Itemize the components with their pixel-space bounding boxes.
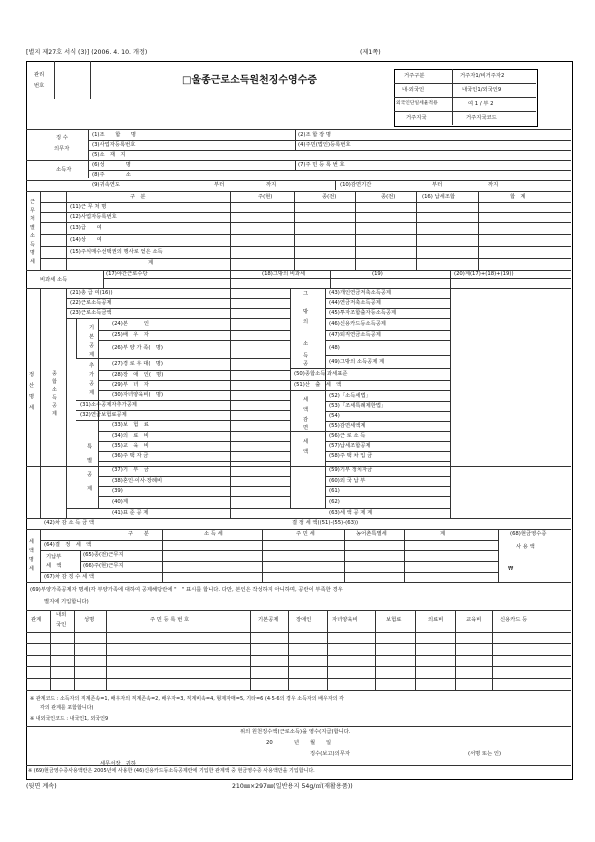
other-deduction-group-6: 공 bbox=[303, 361, 309, 367]
row-workplace[interactable]: (11)근 무 처 명 bbox=[70, 204, 107, 210]
tax-reduction-label-4: 면 bbox=[303, 425, 309, 431]
event-expense-deduction[interactable]: (38)혼인·이사·장례비 bbox=[112, 478, 163, 484]
nationality-value[interactable]: 내국인1/외국인9 bbox=[462, 87, 502, 93]
special-deduction-label: 특별공제 bbox=[87, 444, 93, 492]
earned-income-credit[interactable]: (56)근 로 소 득 bbox=[329, 433, 366, 439]
form-reference: [별지 제27호 서식 (3)] (2006. 4. 10. 개정) bbox=[26, 49, 148, 56]
housing-loan-credit[interactable]: (58)주 택 차 입 금 bbox=[329, 453, 373, 459]
other-deduction-group-2: 밖 bbox=[303, 309, 309, 315]
dep-col-nationality: 내외 bbox=[56, 612, 67, 618]
insurance-deduction[interactable]: (33)보 험 료 bbox=[112, 422, 149, 428]
settlement-side-label: 정산명세 bbox=[29, 372, 35, 411]
mgmt-label: 관리 bbox=[34, 72, 45, 78]
row-subtotal: 계 bbox=[148, 260, 154, 266]
retirement-pension-deduction[interactable]: (47)퇴직연금소득공제 bbox=[329, 332, 381, 338]
nontax-19: (19) bbox=[372, 271, 383, 277]
determined-tax[interactable]: 결 정 세 액((51)-(55)-(63)) bbox=[292, 520, 359, 526]
dep-col-medical: 의료비 bbox=[428, 617, 444, 623]
cash-receipt-note: ※ (69)현금영수증사용액란은 2005년에 사용한 (46)신용카드등소득공제란에 기입한 관계액 중 현금영수증 사용액만을 기입합니다. bbox=[28, 768, 315, 774]
standard-deduction[interactable]: (41)표 준 공 제 bbox=[112, 510, 149, 516]
residence-country-code-label: 거주지국코드 bbox=[466, 115, 497, 121]
special-deduction-total[interactable]: (40)계 bbox=[112, 499, 128, 505]
flat-rate-label: 외국인단일세율적용 bbox=[396, 101, 438, 106]
dep-col-name: 성명 bbox=[84, 617, 95, 623]
period-to-2: 까지 bbox=[488, 182, 499, 188]
tax-col-resident: 주 민 세 bbox=[296, 531, 315, 537]
row-salary[interactable]: (13)급 여 bbox=[70, 225, 102, 231]
other-deduction-group-5: 득 bbox=[303, 353, 309, 359]
earner-name-field[interactable]: (6)성 명 bbox=[92, 162, 131, 168]
determined-tax-row[interactable]: (64)결 정 세 액 bbox=[44, 542, 92, 548]
business-reg-field[interactable]: (3)사업자등록번호 bbox=[92, 142, 136, 148]
cash-receipt-label: (68)현금영수증 bbox=[510, 531, 547, 537]
receipt-month-label: 월 bbox=[310, 740, 316, 746]
foreign-tax-credit[interactable]: (60)외 국 납 부 bbox=[329, 478, 366, 484]
tax-credit-label-1: 세 bbox=[303, 439, 309, 445]
tax-office-addressee: 세무서장 귀하 bbox=[100, 761, 136, 767]
dependents-note: (69)부양가족공제자 명세(각 부양가족에 대하여 공제해당란에 " " 표시를 합니다. 다만, 본인은 작성하지 아니하며, 공란이 부족한 경우 bbox=[30, 587, 343, 593]
nontax-other: (18)그밖의 비과세 bbox=[262, 271, 306, 277]
tax-reduction-label-1: 세 bbox=[303, 397, 309, 403]
other-deduction-total[interactable]: (49)그밖의 소득공제 계 bbox=[329, 359, 385, 365]
personal-pension-deduction[interactable]: (43)개인연금저축소득공제 bbox=[329, 290, 392, 296]
dependents-note-2: 별지에 기입합니다) bbox=[44, 599, 89, 605]
mgmt-label-2: 번호 bbox=[34, 83, 45, 89]
gross-pay[interactable]: (21)총 급 여(16)) bbox=[70, 290, 113, 296]
dep-col-insurance: 보험료 bbox=[386, 617, 402, 623]
tax-reduction-label-2: 액 bbox=[303, 407, 309, 413]
earner-id-field[interactable]: (7)주 민 등 록 번 호 bbox=[298, 162, 345, 168]
current-workplace-tax[interactable]: (66)주(현)근무지 bbox=[83, 563, 124, 569]
medical-deduction[interactable]: (34)의 료 비 bbox=[112, 433, 149, 439]
col-total: 합 계 bbox=[510, 194, 526, 200]
female-deduction[interactable]: (29)부 녀 자 bbox=[112, 382, 149, 388]
credit-total[interactable]: (63)세 액 공 제 계 bbox=[329, 510, 373, 516]
spouse-deduction[interactable]: (25)배 우 자 bbox=[112, 332, 149, 338]
withholding-tax-row[interactable]: (67)차 감 징 수 세 액 bbox=[44, 574, 94, 580]
row-business-reg[interactable]: (12)사업자등록번호 bbox=[70, 214, 117, 220]
basic-deduction-label: 기본공제 bbox=[89, 325, 95, 358]
housing-deduction[interactable]: (36)주 택 자 금 bbox=[112, 453, 149, 459]
tax-col-total: 계 bbox=[440, 531, 446, 537]
net-income-amount[interactable]: (42)차 감 소 득 금 액 bbox=[44, 520, 94, 526]
col-previous-2: 종(전) bbox=[381, 194, 396, 200]
other-deduction-group-3: 의 bbox=[303, 319, 309, 325]
employment-side-label: 근무처별소득명세 bbox=[30, 199, 35, 265]
page-number: (제1쪽) bbox=[360, 49, 381, 56]
child-care-deduction[interactable]: (30)자녀양육비( 명) bbox=[112, 392, 164, 398]
prepaid-label-2: 세 액 bbox=[46, 563, 62, 569]
credit-card-deduction[interactable]: (46)신용카드등소득공제 bbox=[329, 321, 386, 327]
disabled-deduction[interactable]: (28)장 애 인( 명) bbox=[112, 372, 164, 378]
dep-col-nationality-2: 국인 bbox=[56, 622, 67, 628]
payer-group-label-2: 의무자 bbox=[54, 146, 70, 152]
dep-col-credit-card: 신용카드 등 bbox=[500, 617, 528, 623]
dep-col-childcare: 자녀양육비 bbox=[332, 617, 358, 623]
dep-col-id: 주 민 등 록 번 호 bbox=[150, 617, 190, 623]
flat-rate-value[interactable]: 여 1 / 부 2 bbox=[468, 101, 494, 107]
earned-income-amount[interactable]: (23)근로소득금액 bbox=[70, 310, 112, 316]
tax-detail-side-label: 세액명세 bbox=[29, 539, 34, 572]
attribution-year-field[interactable]: (9)귀속연도 bbox=[92, 182, 120, 188]
dep-col-education: 교육비 bbox=[466, 617, 482, 623]
nontax-total: (20)계(17)+(18)+(19)) bbox=[454, 271, 514, 277]
tax-reduction-label-3: 감 bbox=[303, 417, 309, 423]
elderly-deduction[interactable]: (27)경 로 우 대( 명) bbox=[112, 361, 163, 367]
additional-deduction-label: 추가공제 bbox=[89, 363, 95, 396]
dep-col-relation: 관계 bbox=[31, 617, 42, 623]
col-previous-1: 종(전) bbox=[322, 194, 337, 200]
employment-col-label: 구 분 bbox=[130, 194, 146, 200]
nationality-label: 내·외국인 bbox=[402, 87, 425, 93]
col-current: 주(현) bbox=[258, 194, 273, 200]
credit-62[interactable]: (62) bbox=[329, 499, 340, 505]
receipt-year[interactable]: 20 bbox=[266, 740, 273, 746]
tax-col-income: 소 득 세 bbox=[204, 531, 223, 537]
period-from-2: 부터 bbox=[432, 182, 443, 188]
special-tax-act-reduction[interactable]: (53)「조세특례제한법」 bbox=[329, 403, 387, 409]
deduction-48[interactable]: (48) bbox=[329, 345, 340, 351]
education-deduction[interactable]: (35)교 육 비 bbox=[112, 443, 149, 449]
dep-col-basic: 기본공제 bbox=[258, 617, 279, 623]
row-stock-option[interactable]: (15)주식매수선택권의 행사로 얻은 소득 bbox=[70, 249, 163, 255]
comprehensive-deduction-label: 종합소득공제 bbox=[52, 371, 57, 417]
tax-base[interactable]: (50)종합소득 과세표준 bbox=[294, 371, 348, 377]
period-to-1: 까지 bbox=[266, 182, 277, 188]
union-head-field[interactable]: (2)조 합 장 명 bbox=[298, 132, 332, 138]
tax-credit-label-2: 액 bbox=[303, 449, 309, 455]
earned-income-deduction[interactable]: (22)근로소득공제 bbox=[70, 300, 112, 306]
cash-receipt-label-2: 사 용 액 bbox=[516, 544, 535, 550]
pension-deduction[interactable]: (32)연금보험료공제 bbox=[80, 412, 127, 418]
union-name-field[interactable]: (1)조 합 명 bbox=[92, 132, 137, 138]
dependents-deduction[interactable]: (26)부 양 가 족( 명) bbox=[112, 345, 163, 351]
dep-col-disabled: 장애인 bbox=[296, 617, 312, 623]
continued-note: (뒷면 계속) bbox=[26, 783, 57, 790]
earner-address-field[interactable]: (8)주 소 bbox=[92, 172, 131, 178]
reduction-total[interactable]: (55)감면세액계 bbox=[329, 423, 366, 429]
investment-deduction[interactable]: (45)투자조합출자등소득공제 bbox=[329, 310, 397, 316]
nontax-label: 비과세 소득 bbox=[40, 277, 68, 283]
other-deduction-group-4: 소 bbox=[303, 341, 309, 347]
receipt-day-label: 일 bbox=[326, 740, 332, 746]
earner-group-label: 소득자 bbox=[56, 167, 72, 173]
payer-group-label: 징 수 bbox=[56, 135, 68, 141]
resident-type-label: 거주구분 bbox=[404, 73, 425, 79]
won-symbol: ₩ bbox=[508, 566, 514, 572]
tax-col-rural: 농어촌특별세 bbox=[356, 531, 387, 537]
receipt-statement: 위의 원천징수액(근로소득)을 영수(지급)합니다. bbox=[240, 729, 351, 735]
relation-code-note: ※ 관계코드 : 소득자의 직계존속=1, 배우자의 직계존속=2, 배우자=3, 직계비속=4, 형제자매=5, 기타=6 (4·5·6의 경우 소득자의 배우자의 각 bbox=[30, 696, 344, 702]
relation-code-note-2: 각의 관계를 포함합니다) bbox=[40, 705, 94, 711]
small-family-deduction[interactable]: (31)소수공제자추가공제 bbox=[80, 402, 137, 408]
union-credit[interactable]: (57)납세조합공제 bbox=[329, 443, 371, 449]
deduction-39[interactable]: (39) bbox=[112, 488, 123, 494]
calculated-tax[interactable]: (51)산 출 세 액 bbox=[294, 382, 342, 388]
period-from-1: 부터 bbox=[214, 182, 225, 188]
other-deduction-group-1: 그 bbox=[303, 291, 309, 297]
nontax-night-work: (17)야간근로수당 bbox=[106, 271, 148, 277]
corp-reg-field[interactable]: (4)주민(법인)등록번호 bbox=[298, 142, 351, 148]
political-donation-credit[interactable]: (59)기부 정치자금 bbox=[329, 467, 373, 473]
address-field[interactable]: (5)소 재 지 bbox=[92, 152, 126, 158]
credit-61[interactable]: (61) bbox=[329, 488, 340, 494]
reduction-54[interactable]: (54) bbox=[329, 413, 340, 419]
prepaid-label: 기납부 bbox=[46, 554, 62, 560]
previous-workplace-tax[interactable]: (65)종(전)근무지 bbox=[83, 552, 124, 558]
self-deduction[interactable]: (24)본 인 bbox=[112, 321, 149, 327]
row-bonus[interactable]: (14)상 여 bbox=[70, 237, 102, 243]
tax-col-label: 구 분 bbox=[128, 531, 149, 537]
receipt-year-label: 년 bbox=[294, 740, 300, 746]
withholding-agent-label: 징수(보고)의무자 bbox=[310, 751, 350, 757]
income-tax-act-reduction[interactable]: (52)「소득세법」 bbox=[329, 393, 371, 399]
donation-deduction[interactable]: (37)기 부 금 bbox=[112, 467, 149, 473]
col-tax-union: (16) 납세조합 bbox=[422, 194, 456, 200]
paper-spec: 210㎜×297㎜(일반용지 54g/㎡(재활용품)) bbox=[232, 783, 353, 790]
exemption-period-field[interactable]: (10)감면기간 bbox=[340, 182, 372, 188]
residence-country-label: 거주지국 bbox=[406, 115, 427, 121]
signature-field[interactable]: (서명 또는 인) bbox=[468, 751, 502, 757]
nationality-code-note: ※ 내외국인코드 : 내국인1, 외국인9 bbox=[30, 716, 109, 722]
resident-type-value[interactable]: 거주자1/비거주자2 bbox=[460, 73, 505, 79]
page-title: □울종근로소득원천징수영수증 bbox=[182, 75, 318, 86]
pension-savings-deduction[interactable]: (44)연금저축소득공제 bbox=[329, 300, 381, 306]
